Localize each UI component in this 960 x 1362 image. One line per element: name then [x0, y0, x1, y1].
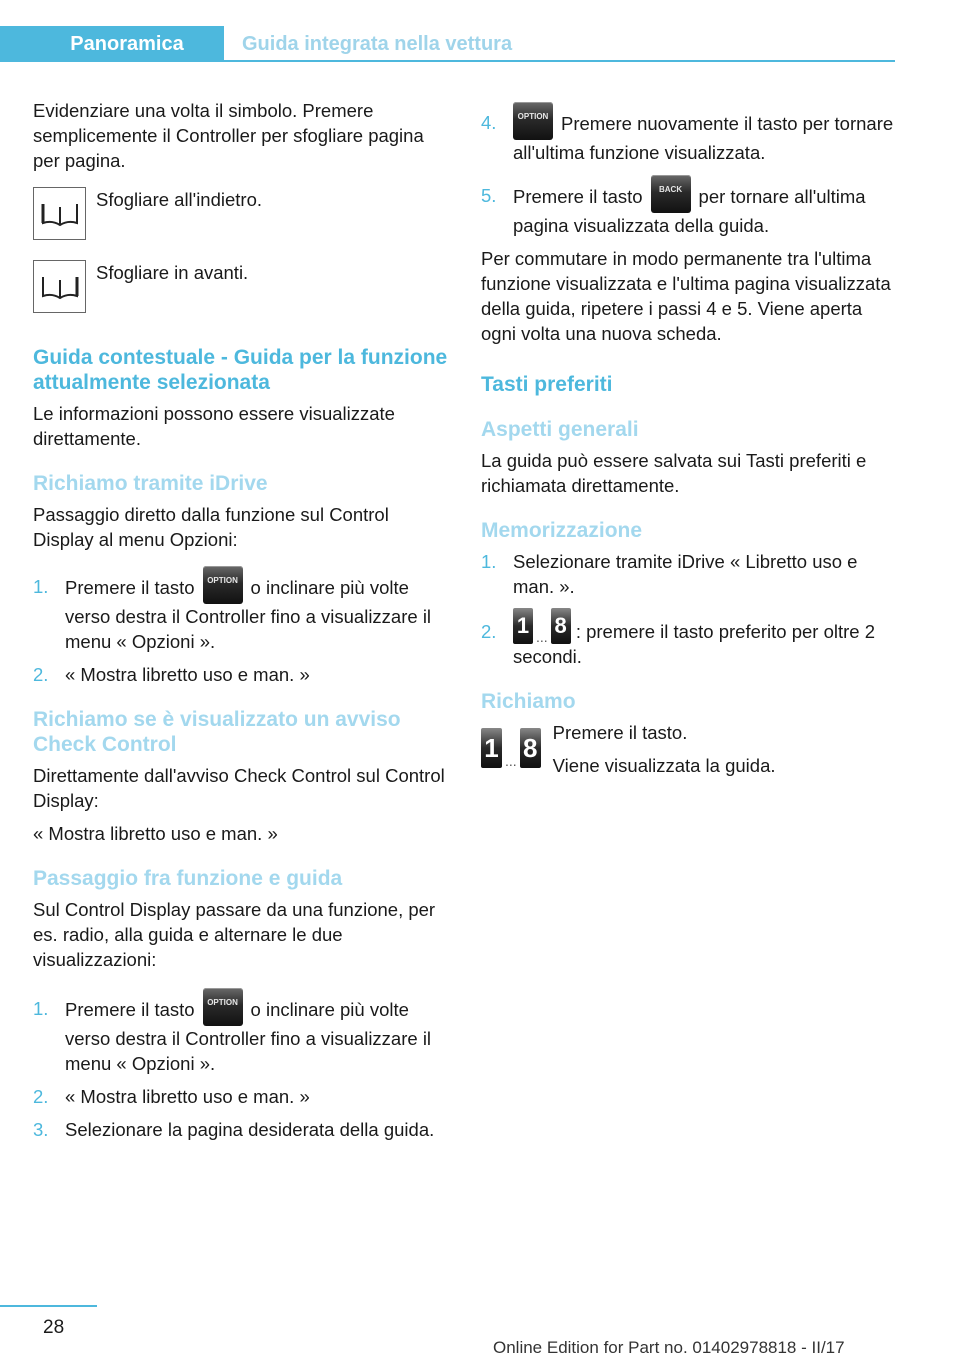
step-text: Selezionare la pagina desiderata della guida. — [65, 1119, 435, 1140]
footer-rule — [0, 1305, 97, 1307]
page-back-label: Sfogliare all'indietro. — [96, 189, 263, 210]
list-item — [33, 574, 451, 654]
list-item — [481, 549, 901, 599]
list-item — [481, 183, 901, 238]
step-text: Selezionare tramite iDrive « Libretto uso e man. ». — [513, 551, 858, 597]
list-item — [33, 1117, 451, 1142]
heading-check-control: Richiamo se è visualizzato un avviso Check Control — [33, 708, 401, 756]
favorite-key-8-icon: 8 — [551, 608, 571, 644]
step-text-pre: Premere il tasto — [65, 998, 195, 1020]
heading-general-aspects: Aspetti generali — [481, 418, 639, 441]
favorite-key-8-icon: 8 — [520, 728, 541, 768]
step-text-post: Premere nuovamente il tasto per tornare all'ultima funzione visualizzata. — [513, 112, 894, 163]
header-section-title[interactable]: Guida integrata nella vettura — [242, 32, 513, 55]
step-text: « Mostra libretto uso e man. » — [65, 664, 310, 685]
step-text-post: o inclinare più volte verso destra il Controller fino a visualizzare il menu « Opzioni ». — [65, 576, 432, 652]
step-text-pre: Premere il tasto — [65, 576, 195, 598]
recall-step-1: Premere il tasto. — [552, 722, 688, 744]
step-number: 4. — [481, 112, 497, 133]
page-number: 28 — [43, 1317, 65, 1338]
favorite-key-1-icon: 1 — [481, 728, 502, 768]
heading-favorite-keys: Tasti preferiti — [481, 373, 613, 396]
step-text: « Mostra libretto uso e man. » — [65, 1086, 310, 1107]
list-item — [481, 110, 901, 165]
step-number: 2. — [481, 621, 497, 642]
option-button-icon: OPTION — [513, 102, 553, 140]
recall-text — [553, 720, 776, 786]
recall-row — [481, 720, 901, 786]
right-column — [481, 110, 901, 786]
switch-steps-list — [33, 996, 451, 1142]
general-aspects-text: La guida può essere salvata sui Tasti preferiti e richiamata direttamente. — [481, 450, 867, 496]
list-item — [33, 662, 451, 687]
toggle-paragraph: Per commutare in modo permanente tra l'ultima funzione visualizzata e l'ultima pagina visualizzata della guida, ripetere i passi 4 e 5. Viene aperta ogni volta una nuova scheda. — [481, 248, 891, 344]
page-forward-row — [33, 260, 451, 313]
check-control-menu-item: « Mostra libretto uso e man. » — [33, 823, 278, 844]
step-number: 2. — [33, 1086, 49, 1107]
favorite-keys-icon — [481, 728, 541, 768]
book-page-back-icon — [33, 187, 86, 240]
list-item — [33, 996, 451, 1076]
list-item — [33, 1084, 451, 1109]
heading-switch-function: Passaggio fra funzione e guida — [33, 867, 343, 890]
intro-paragraph: Evidenziare una volta il simbolo. Premere semplicemente il Controller per sfogliare pagina per pagina. — [33, 100, 424, 171]
idrive-steps-list — [33, 574, 451, 687]
step-number: 5. — [481, 185, 497, 206]
option-button-icon: OPTION — [203, 566, 243, 604]
ellipsis-icon: ... — [536, 629, 548, 646]
back-button-icon: BACK — [651, 175, 691, 213]
recall-step-2: Viene visualizzata la guida. — [552, 755, 776, 777]
favorite-key-1-icon: 1 — [513, 608, 533, 644]
left-column — [33, 98, 451, 1150]
storage-steps-list — [481, 549, 901, 669]
edition-note: Online Edition for Part no. 01402978818 - II/17 — [493, 1338, 845, 1357]
step-number: 2. — [33, 664, 49, 685]
book-page-forward-icon — [33, 260, 86, 313]
heading-recall: Richiamo — [481, 690, 576, 714]
heading-storage: Memorizzazione — [481, 519, 643, 542]
return-steps-list — [481, 110, 901, 238]
option-button-icon: OPTION — [203, 988, 243, 1026]
page-forward-label: Sfogliare in avanti. — [96, 262, 249, 283]
header-tab-panoramica[interactable]: Panoramica — [0, 26, 224, 62]
step-text-pre: Premere il tasto — [513, 185, 643, 207]
ellipsis-icon: ... — [505, 753, 517, 770]
step-number: 1. — [33, 576, 49, 597]
step-text-post: per tornare all'ultima pagina visualizzata della guida. — [513, 185, 866, 236]
heading-contextual-help: Guida contestuale - Guida per la funzione attualmente selezionata — [33, 346, 448, 394]
idrive-recall-text: Passaggio diretto dalla funzione sul Control Display al menu Opzioni: — [33, 504, 389, 550]
list-item — [481, 613, 901, 669]
contextual-help-text: Le informazioni possono essere visualizzate direttamente. — [33, 403, 395, 449]
check-control-text: Direttamente dall'avviso Check Control sul Control Display: — [33, 765, 445, 811]
switch-function-text: Sul Control Display passare da una funzione, per es. radio, alla guida e alternare le due visualizzazioni: — [33, 899, 436, 970]
step-text-post: : premere il tasto preferito per oltre 2 secondi. — [513, 621, 876, 668]
step-number: 1. — [481, 551, 497, 572]
step-number: 1. — [33, 998, 49, 1019]
heading-idrive-recall: Richiamo tramite iDrive — [33, 472, 268, 495]
favorite-keys-icon — [513, 608, 571, 644]
step-text-post: o inclinare più volte verso destra il Controller fino a visualizzare il menu « Opzioni ». — [65, 998, 432, 1074]
header-rule — [0, 60, 895, 62]
page-back-row — [33, 187, 451, 240]
step-number: 3. — [33, 1119, 49, 1140]
